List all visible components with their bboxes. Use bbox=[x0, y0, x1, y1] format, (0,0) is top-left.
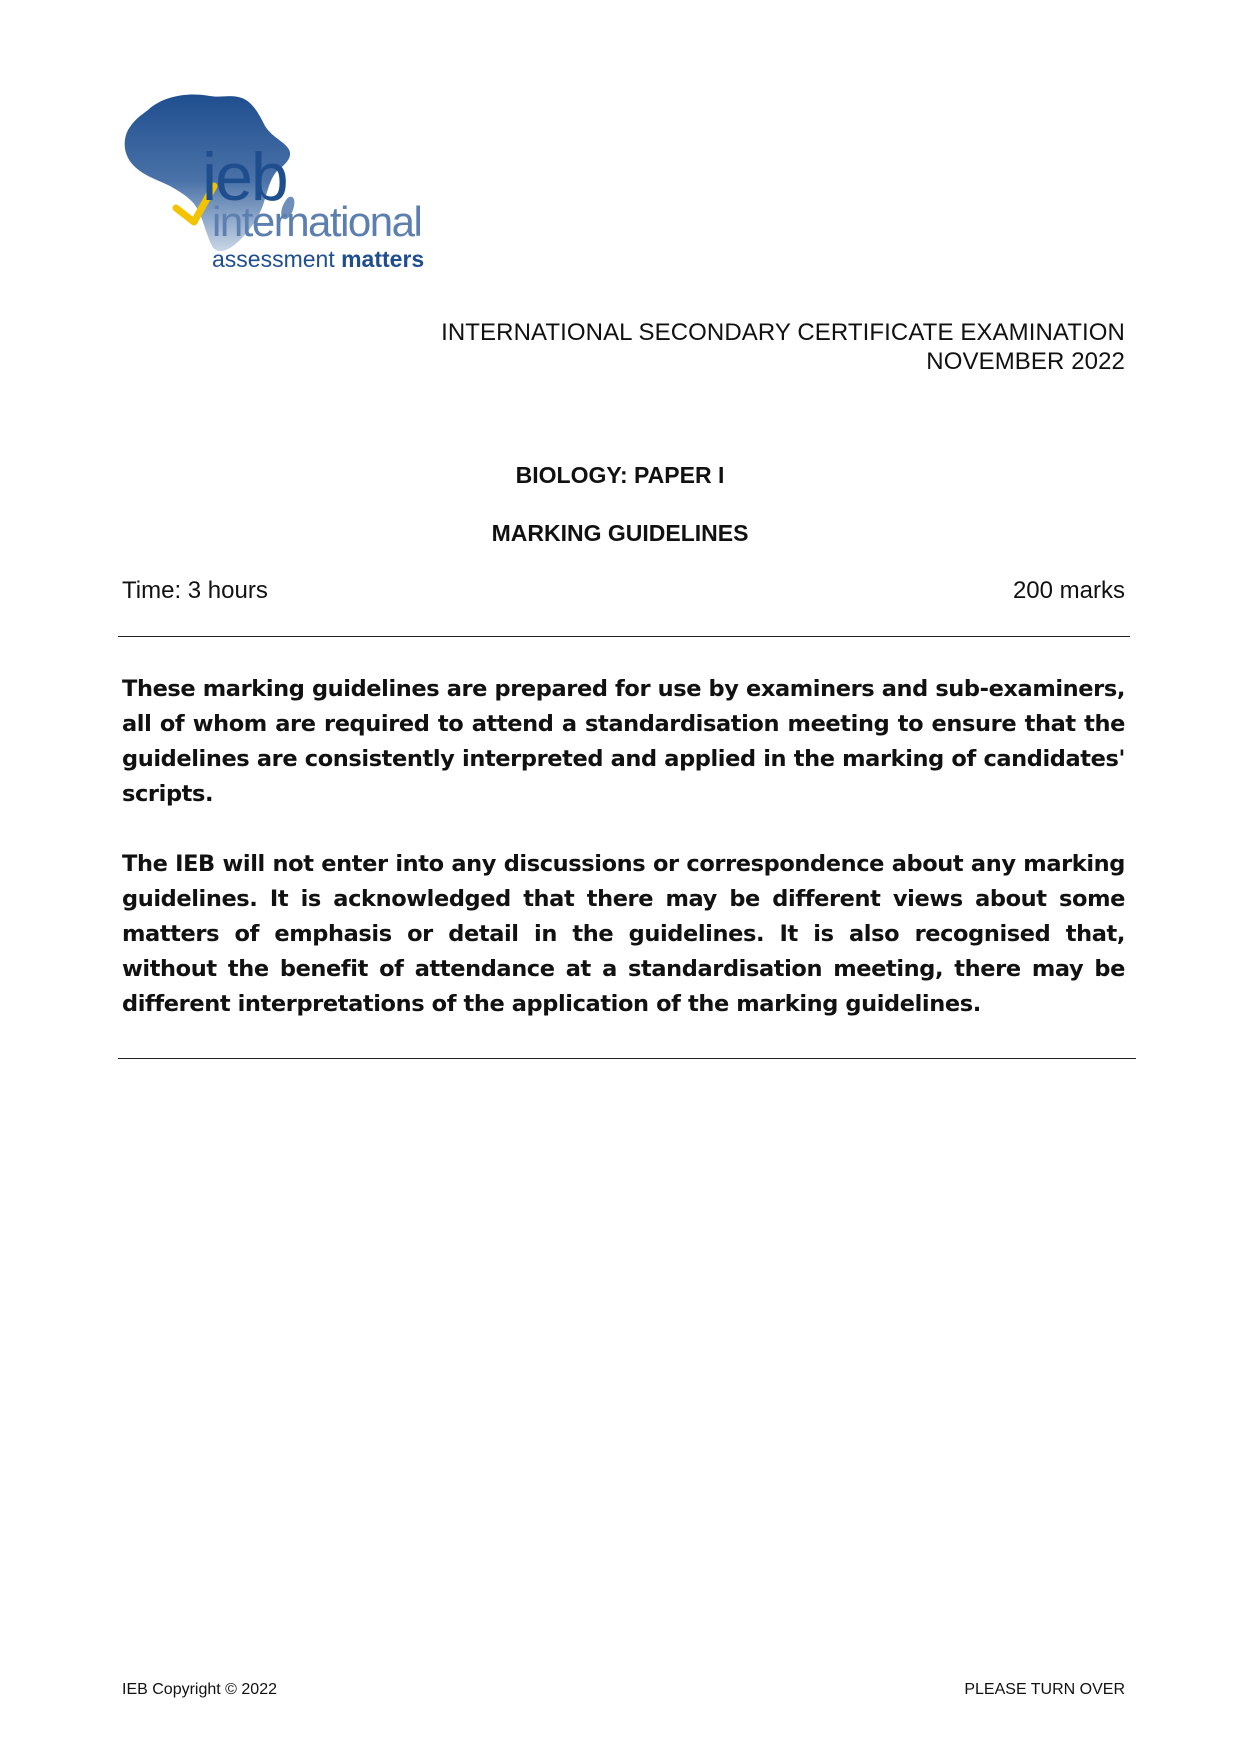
logo-line2-prefix: assessment bbox=[212, 246, 342, 272]
logo-line2-bold: matters bbox=[341, 246, 425, 272]
logo-brand: ieb bbox=[202, 139, 287, 215]
ieb-international-logo bbox=[118, 90, 488, 290]
footer-turn-over: PLEASE TURN OVER bbox=[964, 1681, 1125, 1698]
paper-title: BIOLOGY: PAPER I bbox=[515, 462, 725, 488]
exam-name: INTERNATIONAL SECONDARY CERTIFICATE EXAMINATION bbox=[441, 319, 1125, 346]
notice-paragraph-2: The IEB will not enter into any discussions or correspondence about any marking guidelines. It is acknowledged that there may be different views about some matters of emphasis or detail in the guidelines. It is also recognised that, without the benefit of attendance at a standardisation meeting, there may be different interpretations of the application of the marking guidelines. bbox=[122, 851, 1125, 1017]
divider-top bbox=[118, 636, 1130, 637]
divider-bottom bbox=[118, 1058, 1136, 1059]
time-allowed: Time: 3 hours bbox=[122, 577, 268, 604]
notice-paragraph-1: These marking guidelines are prepared for use by examiners and sub-examiners, all of whom are required to attend a standardisation meeting to ensure that the guidelines are consistently interpreted and applied in the marking of candidates' scripts. bbox=[122, 676, 1125, 807]
guidelines-title: MARKING GUIDELINES bbox=[491, 520, 749, 546]
logo-line1: international bbox=[212, 198, 422, 245]
logo-line2 bbox=[212, 246, 424, 272]
exam-header bbox=[441, 318, 1125, 376]
exam-meta bbox=[122, 577, 1125, 605]
africa-map-icon bbox=[118, 90, 488, 290]
exam-date: NOVEMBER 2022 bbox=[926, 348, 1125, 375]
footer-copyright: IEB Copyright © 2022 bbox=[122, 1681, 277, 1698]
total-marks: 200 marks bbox=[1012, 577, 1125, 604]
